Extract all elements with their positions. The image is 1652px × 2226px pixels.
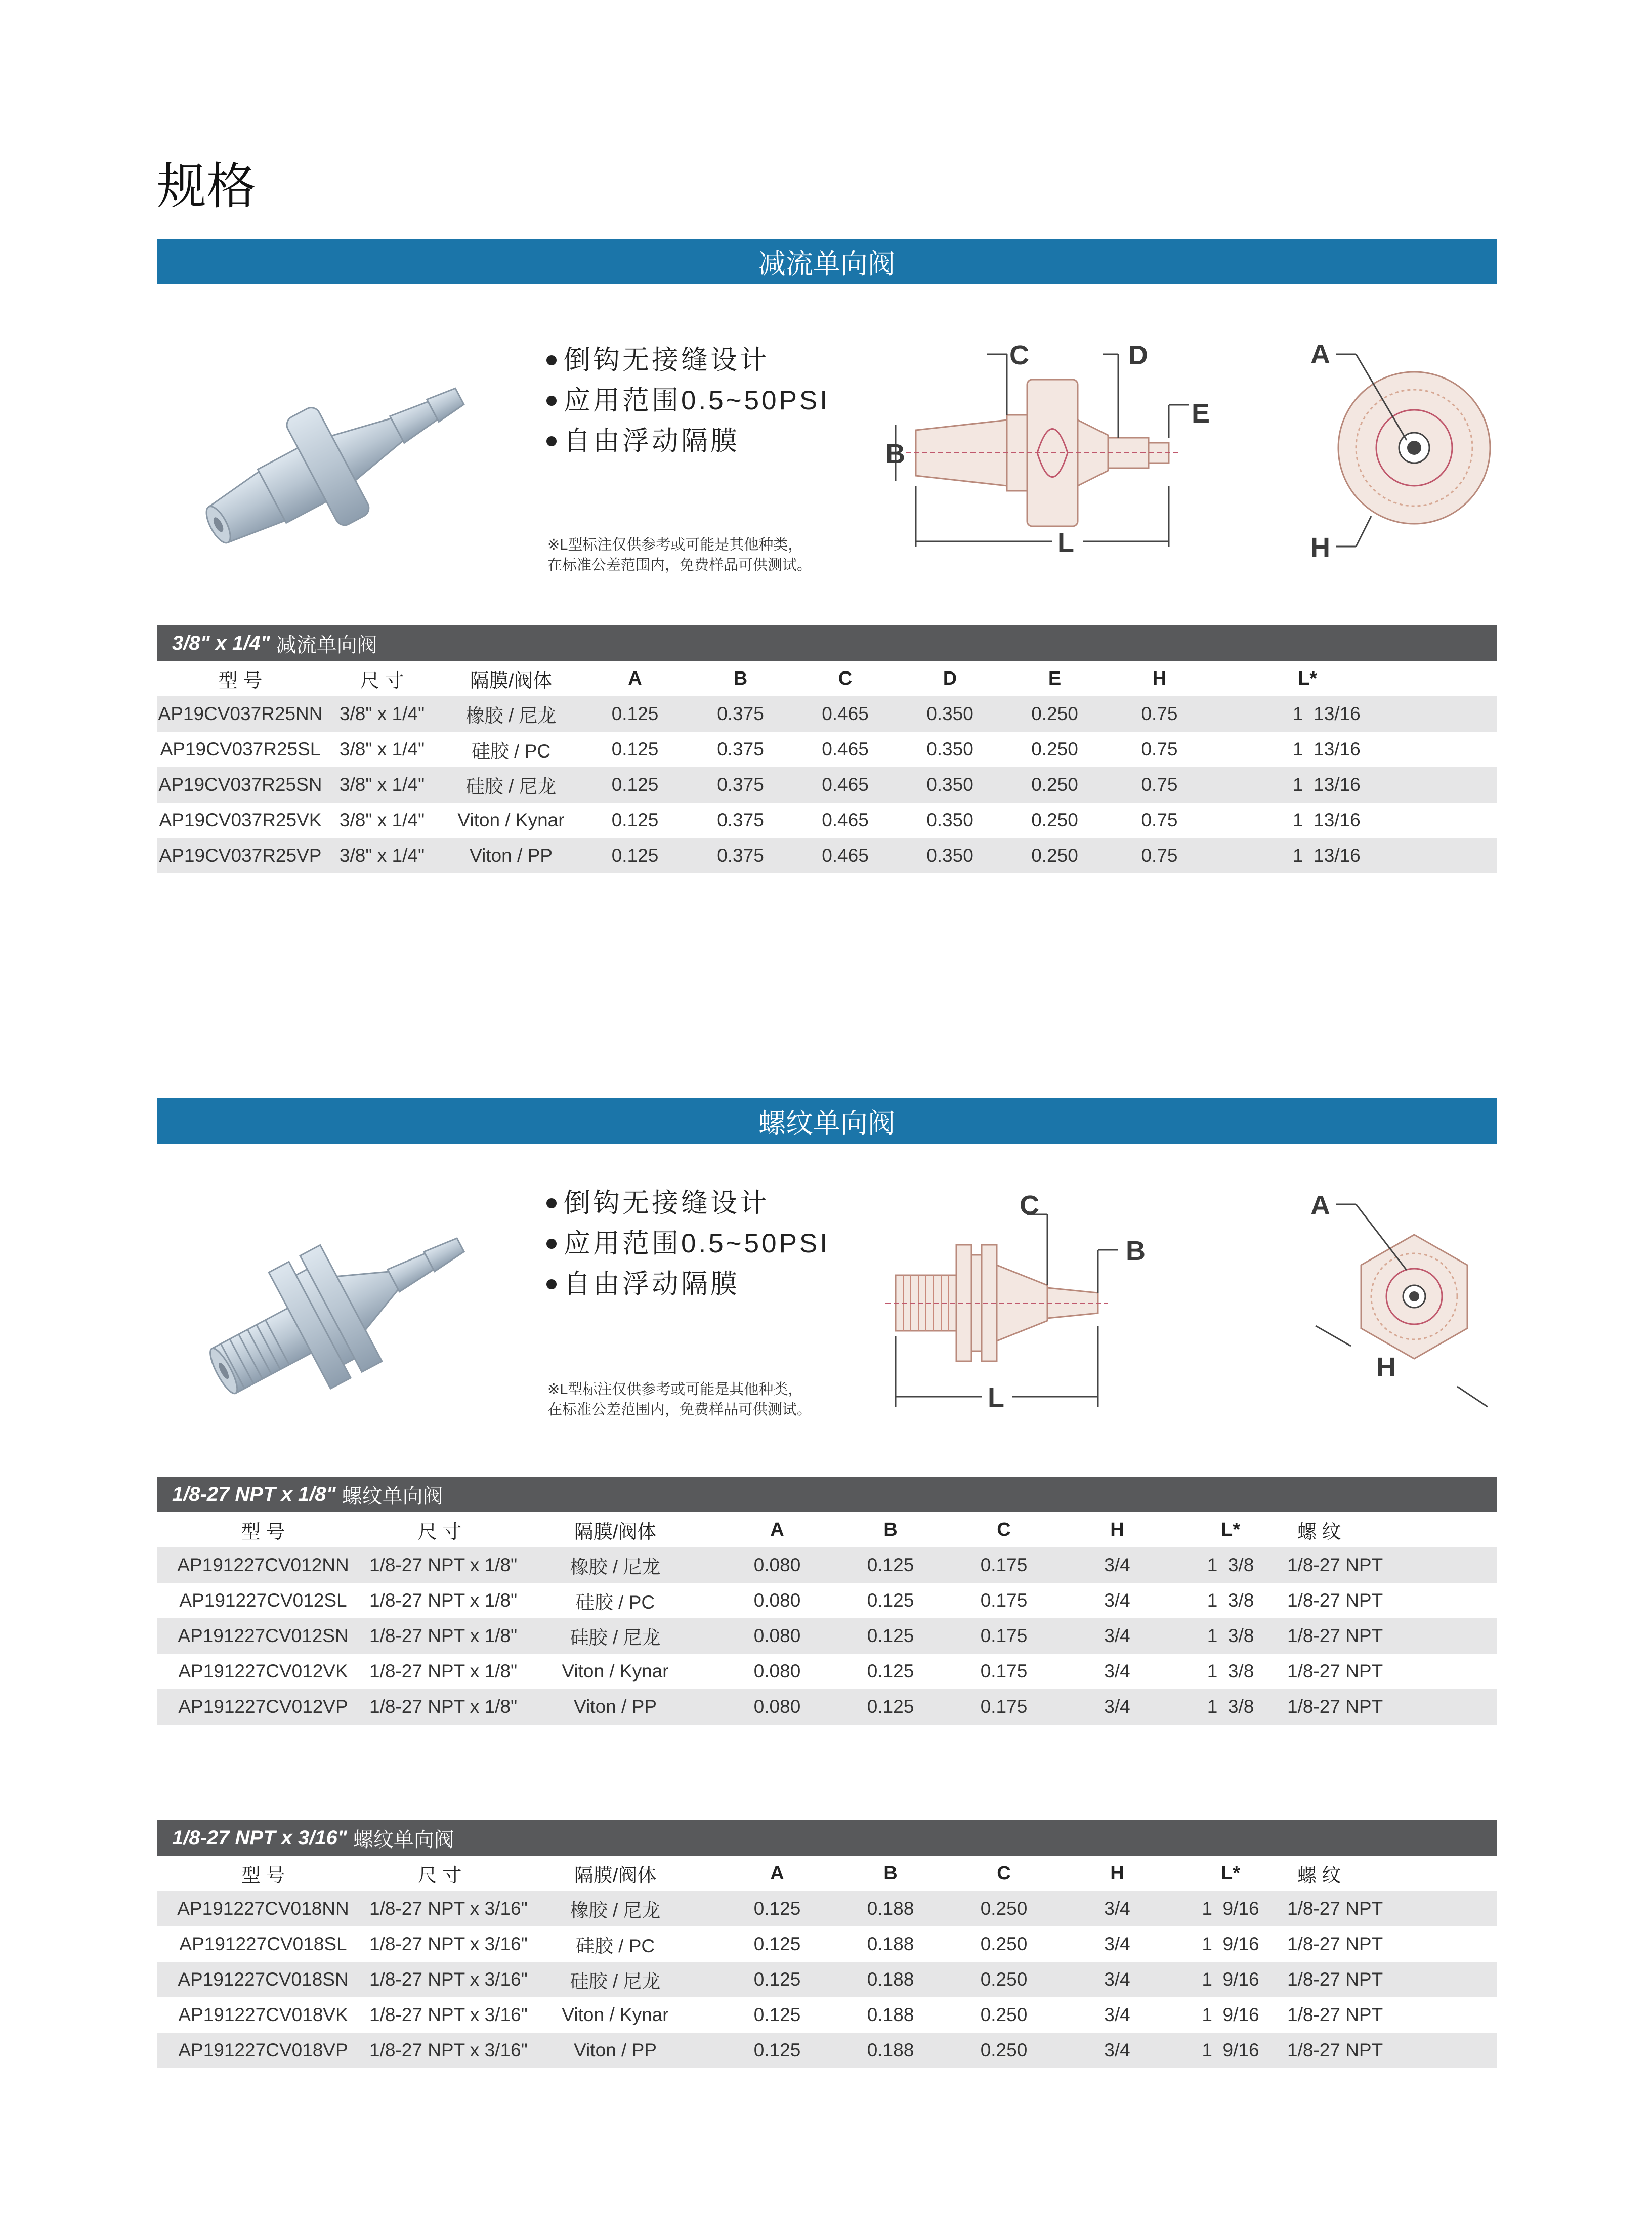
- spec-table-threaded-3-16: [157, 1820, 1497, 2068]
- table-row: AP191227CV012SN 1/8-27 NPT x 1/8" 硅胶 / 尼龙 0.080 0.125 0.175 3/4 1 3/8 1/8-27 NPT: [157, 1618, 1497, 1654]
- column-header: B: [883, 1519, 898, 1540]
- svg-text:B: B: [885, 439, 905, 469]
- feature-item: 应用范围0.5~50PSI: [546, 1224, 830, 1264]
- column-header: H: [1110, 1519, 1124, 1540]
- column-header: 隔膜/阀体: [574, 1521, 657, 1543]
- threaded-valve-side-diagram: [880, 1184, 1164, 1422]
- column-header: C: [997, 1862, 1011, 1884]
- column-header: H: [1110, 1862, 1124, 1884]
- table-header-row: [157, 1856, 1497, 1891]
- column-header: 尺 寸: [360, 670, 404, 692]
- table-row: AP191227CV018SL 1/8-27 NPT x 3/16" 硅胶 / PC 0.125 0.188 0.250 3/4 1 9/16 1/8-27 NPT: [157, 1926, 1497, 1962]
- table-row: AP19CV037R25VP 3/8" x 1/4" Viton / PP 0.125 0.375 0.465 0.350 0.250 0.75 1 13/16: [157, 838, 1497, 873]
- table-row: AP191227CV012VP 1/8-27 NPT x 1/8" Viton / PP 0.080 0.125 0.175 3/4 1 3/8 1/8-27 NPT: [157, 1689, 1497, 1725]
- column-header: 型 号: [218, 670, 263, 692]
- column-header: 型 号: [241, 1865, 285, 1886]
- table-row: AP191227CV012NN 1/8-27 NPT x 1/8" 橡胶 / 尼龙 0.080 0.125 0.175 3/4 1 3/8 1/8-27 NPT: [157, 1547, 1497, 1583]
- svg-text:L: L: [988, 1382, 1004, 1413]
- section-header-reducing-valve: 减流单向阀: [157, 239, 1497, 284]
- table-row: AP19CV037R25SL 3/8" x 1/4" 硅胶 / PC 0.125 0.375 0.465 0.350 0.250 0.75 1 13/16: [157, 732, 1497, 767]
- feature-list: [546, 1183, 830, 1305]
- feature-item: 倒钩无接缝设计: [546, 340, 830, 381]
- table-header-row: [157, 1512, 1497, 1547]
- column-header: A: [770, 1862, 784, 1884]
- table-caption: 1/8-27 NPT x 1/8" 螺纹单向阀: [157, 1477, 1497, 1512]
- bullet-icon: [546, 436, 557, 446]
- column-header: A: [628, 667, 642, 689]
- table-row: AP19CV037R25NN 3/8" x 1/4" 橡胶 / 尼龙 0.125 0.375 0.465 0.350 0.250 0.75 1 13/16: [157, 696, 1497, 732]
- feature-item: 应用范围0.5~50PSI: [546, 381, 830, 421]
- table-header-row: [157, 661, 1497, 696]
- spec-table: [157, 661, 1497, 873]
- tolerance-note: ※L型标注仅供参考或可能是其他种类， 在标准公差范围内，免费样品可供测试。: [547, 537, 812, 573]
- svg-text:A: A: [1310, 1190, 1330, 1221]
- svg-text:D: D: [1128, 340, 1148, 370]
- svg-text:H: H: [1376, 1352, 1396, 1382]
- column-header: H: [1152, 667, 1167, 689]
- feature-item: 自由浮动隔膜: [546, 1264, 830, 1305]
- table-row: AP191227CV018NN 1/8-27 NPT x 3/16" 橡胶 / 尼龙 0.125 0.188 0.250 3/4 1 9/16 1/8-27 NPT: [157, 1891, 1497, 1926]
- column-header: 隔膜/阀体: [470, 670, 553, 692]
- bullet-icon: [546, 396, 557, 406]
- column-header: C: [997, 1519, 1011, 1540]
- table-row: AP191227CV018VP 1/8-27 NPT x 3/16" Viton / PP 0.125 0.188 0.250 3/4 1 9/16 1/8-27 NPT: [157, 2033, 1497, 2068]
- column-header: L*: [1221, 1862, 1240, 1884]
- reducing-check-valve-image: [182, 364, 496, 557]
- column-header: 尺 寸: [417, 1865, 462, 1886]
- column-header: A: [770, 1519, 784, 1540]
- column-header: 螺 纹: [1297, 1521, 1341, 1543]
- column-header: D: [943, 667, 957, 689]
- column-header: B: [733, 667, 748, 689]
- spec-table-threaded-1-8: [157, 1477, 1497, 1725]
- threaded-valve-end-diagram: [1305, 1184, 1493, 1422]
- feature-item: 自由浮动隔膜: [546, 421, 830, 461]
- reducing-valve-side-diagram: [885, 334, 1240, 572]
- table-row: AP19CV037R25SN 3/8" x 1/4" 硅胶 / 尼龙 0.125 0.375 0.465 0.350 0.250 0.75 1 13/16: [157, 767, 1497, 803]
- threaded-check-valve-image: [197, 1209, 496, 1402]
- spec-table: [157, 1856, 1497, 2068]
- reducing-valve-end-diagram: [1305, 334, 1493, 572]
- table-caption: 1/8-27 NPT x 3/16" 螺纹单向阀: [157, 1820, 1497, 1856]
- column-header: 型 号: [241, 1521, 285, 1543]
- section-header-threaded-valve: 螺纹单向阀: [157, 1098, 1497, 1144]
- table-caption: 3/8" x 1/4" 减流单向阀: [157, 625, 1497, 661]
- svg-text:B: B: [1126, 1236, 1146, 1266]
- column-header: 尺 寸: [417, 1521, 462, 1543]
- svg-text:E: E: [1192, 398, 1210, 429]
- bullet-icon: [546, 1279, 557, 1289]
- bullet-icon: [546, 1239, 557, 1249]
- table-row: AP191227CV018SN 1/8-27 NPT x 3/16" 硅胶 / 尼龙 0.125 0.188 0.250 3/4 1 9/16 1/8-27 NPT: [157, 1962, 1497, 1997]
- table-row: AP191227CV018VK 1/8-27 NPT x 3/16" Viton / Kynar 0.125 0.188 0.250 3/4 1 9/16 1/8-27 NPT: [157, 1997, 1497, 2033]
- svg-text:C: C: [1009, 340, 1029, 370]
- page-title: 规格: [157, 158, 257, 214]
- column-header: L*: [1221, 1519, 1240, 1540]
- svg-text:A: A: [1310, 339, 1330, 369]
- spec-table-reducing: [157, 625, 1497, 873]
- column-header: B: [883, 1862, 898, 1884]
- table-row: AP191227CV012SL 1/8-27 NPT x 1/8" 硅胶 / PC 0.080 0.125 0.175 3/4 1 3/8 1/8-27 NPT: [157, 1583, 1497, 1618]
- spec-table: [157, 1512, 1497, 1725]
- column-header: C: [838, 667, 853, 689]
- svg-text:H: H: [1310, 532, 1330, 563]
- column-header: L*: [1298, 667, 1317, 689]
- column-header: 螺 纹: [1297, 1865, 1341, 1886]
- bullet-icon: [546, 1198, 557, 1208]
- column-header: E: [1048, 667, 1062, 689]
- svg-text:L: L: [1057, 527, 1074, 558]
- bullet-icon: [546, 355, 557, 365]
- table-row: AP19CV037R25VK 3/8" x 1/4" Viton / Kynar 0.125 0.375 0.465 0.350 0.250 0.75 1 13/16: [157, 803, 1497, 838]
- tolerance-note: ※L型标注仅供参考或可能是其他种类， 在标准公差范围内，免费样品可供测试。: [547, 1381, 812, 1418]
- table-row: AP191227CV012VK 1/8-27 NPT x 1/8" Viton / Kynar 0.080 0.125 0.175 3/4 1 3/8 1/8-27 NPT: [157, 1654, 1497, 1689]
- column-header: 隔膜/阀体: [574, 1865, 657, 1886]
- feature-item: 倒钩无接缝设计: [546, 1183, 830, 1224]
- svg-text:C: C: [1020, 1190, 1039, 1221]
- feature-list: [546, 340, 830, 461]
